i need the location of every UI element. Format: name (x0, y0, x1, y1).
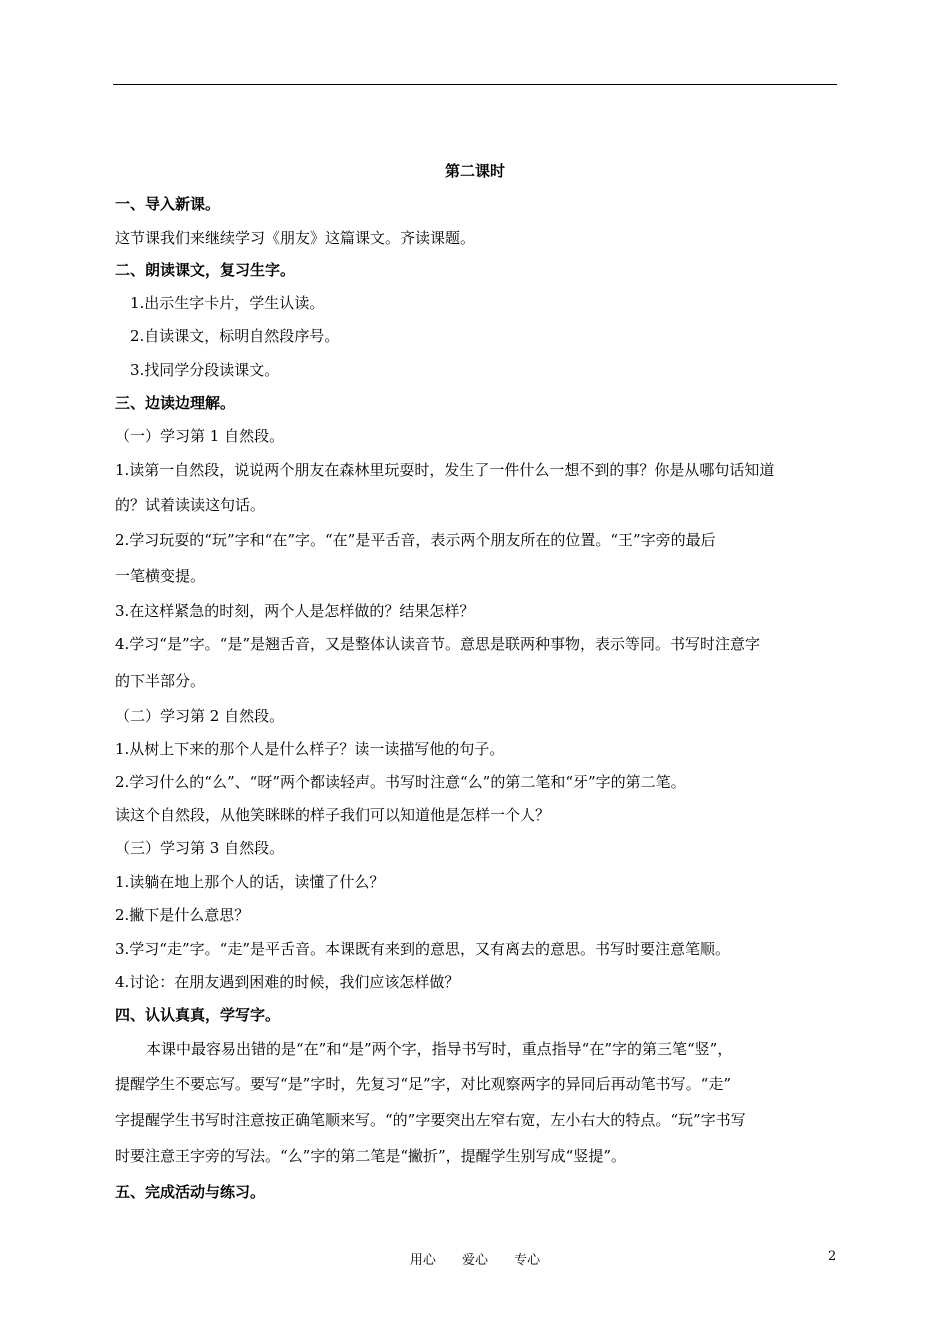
text-line: 1.读第一自然段，说说两个朋友在森林里玩耍时，发生了一件什么一想不到的事？你是从哪句话知道 (115, 461, 775, 479)
text-line: 4.讨论：在朋友遇到困难的时候，我们应该怎样做？ (115, 973, 460, 991)
text-line: 3.在这样紧急的时刻，两个人是怎样做的？结果怎样？ (115, 602, 475, 620)
text-line: （三）学习第 3 自然段。 (115, 839, 285, 857)
text-line: 一笔横变提。 (115, 567, 206, 585)
text-line: 2.学习什么的“么”、“呀”两个都读轻声。书写时注意“么”的第二笔和“牙”字的第二笔。 (115, 773, 686, 791)
text-line: 3.学习“走”字。“走”是平舌音。本课既有来到的意思，又有离去的意思。书写时要注意笔顺。 (115, 940, 730, 958)
text-line: 2.自读课文，标明自然段序号。 (130, 327, 340, 345)
page-title: 第二课时 (444, 162, 505, 180)
text-line: 2.学习玩耍的“玩”字和“在”字。“在”是平舌音，表示两个朋友所在的位置。“王”字旁的最后 (115, 531, 716, 549)
text-line: 的？试着读读这句话。 (115, 496, 266, 514)
text-line: 读这个自然段，从他笑眯眯的样子我们可以知道他是怎样一个人？ (115, 806, 551, 824)
text-line: 1.出示生字卡片，学生认读。 (130, 294, 325, 312)
page-number: 2 (828, 1249, 837, 1264)
text-line: 1.读躺在地上那个人的话，读懂了什么？ (115, 873, 385, 891)
text-line: 时要注意王字旁的写法。“么”字的第二笔是“撇折”，提醒学生别写成“竖提”。 (115, 1147, 627, 1165)
section-heading: 四、认认真真，学写字。 (115, 1006, 281, 1024)
text-line: （二）学习第 2 自然段。 (115, 707, 285, 725)
text-line: 1.从树上下来的那个人是什么样子？读一读描写他的句子。 (115, 740, 505, 758)
text-line: 3.找同学分段读课文。 (130, 361, 280, 379)
section-heading: 一、导入新课。 (115, 195, 221, 213)
page-footer: 用心 爱心 专心 (409, 1253, 541, 1268)
text-line: 4.学习“是”字。“是”是翘舌音，又是整体认读音节。意思是联两种事物，表示等同。书写时注意字 (115, 635, 760, 653)
text-line: 这节课我们来继续学习《朋友》这篇课文。齐读课题。 (115, 229, 476, 247)
text-line: 2.撇下是什么意思？ (115, 906, 250, 924)
text-line: 本课中最容易出错的是“在”和“是”两个字，指导书写时，重点指导“在”字的第三笔“竖”， (146, 1040, 733, 1058)
text-line: 提醒学生不要忘写。要写“是”字时，先复习“足”字，对比观察两字的异同后再动笔书写。“走” (115, 1075, 732, 1093)
text-line: （一）学习第 1 自然段。 (115, 427, 285, 445)
header-rule (113, 84, 837, 85)
section-heading: 五、完成活动与练习。 (115, 1183, 266, 1201)
section-heading: 三、边读边理解。 (115, 394, 236, 412)
text-line: 字提醒学生书写时注意按正确笔顺来写。“的”字要突出左窄右宽，左小右大的特点。“玩”字书写 (115, 1111, 746, 1129)
section-heading: 二、朗读课文，复习生字。 (115, 261, 296, 279)
text-line: 的下半部分。 (115, 672, 206, 690)
